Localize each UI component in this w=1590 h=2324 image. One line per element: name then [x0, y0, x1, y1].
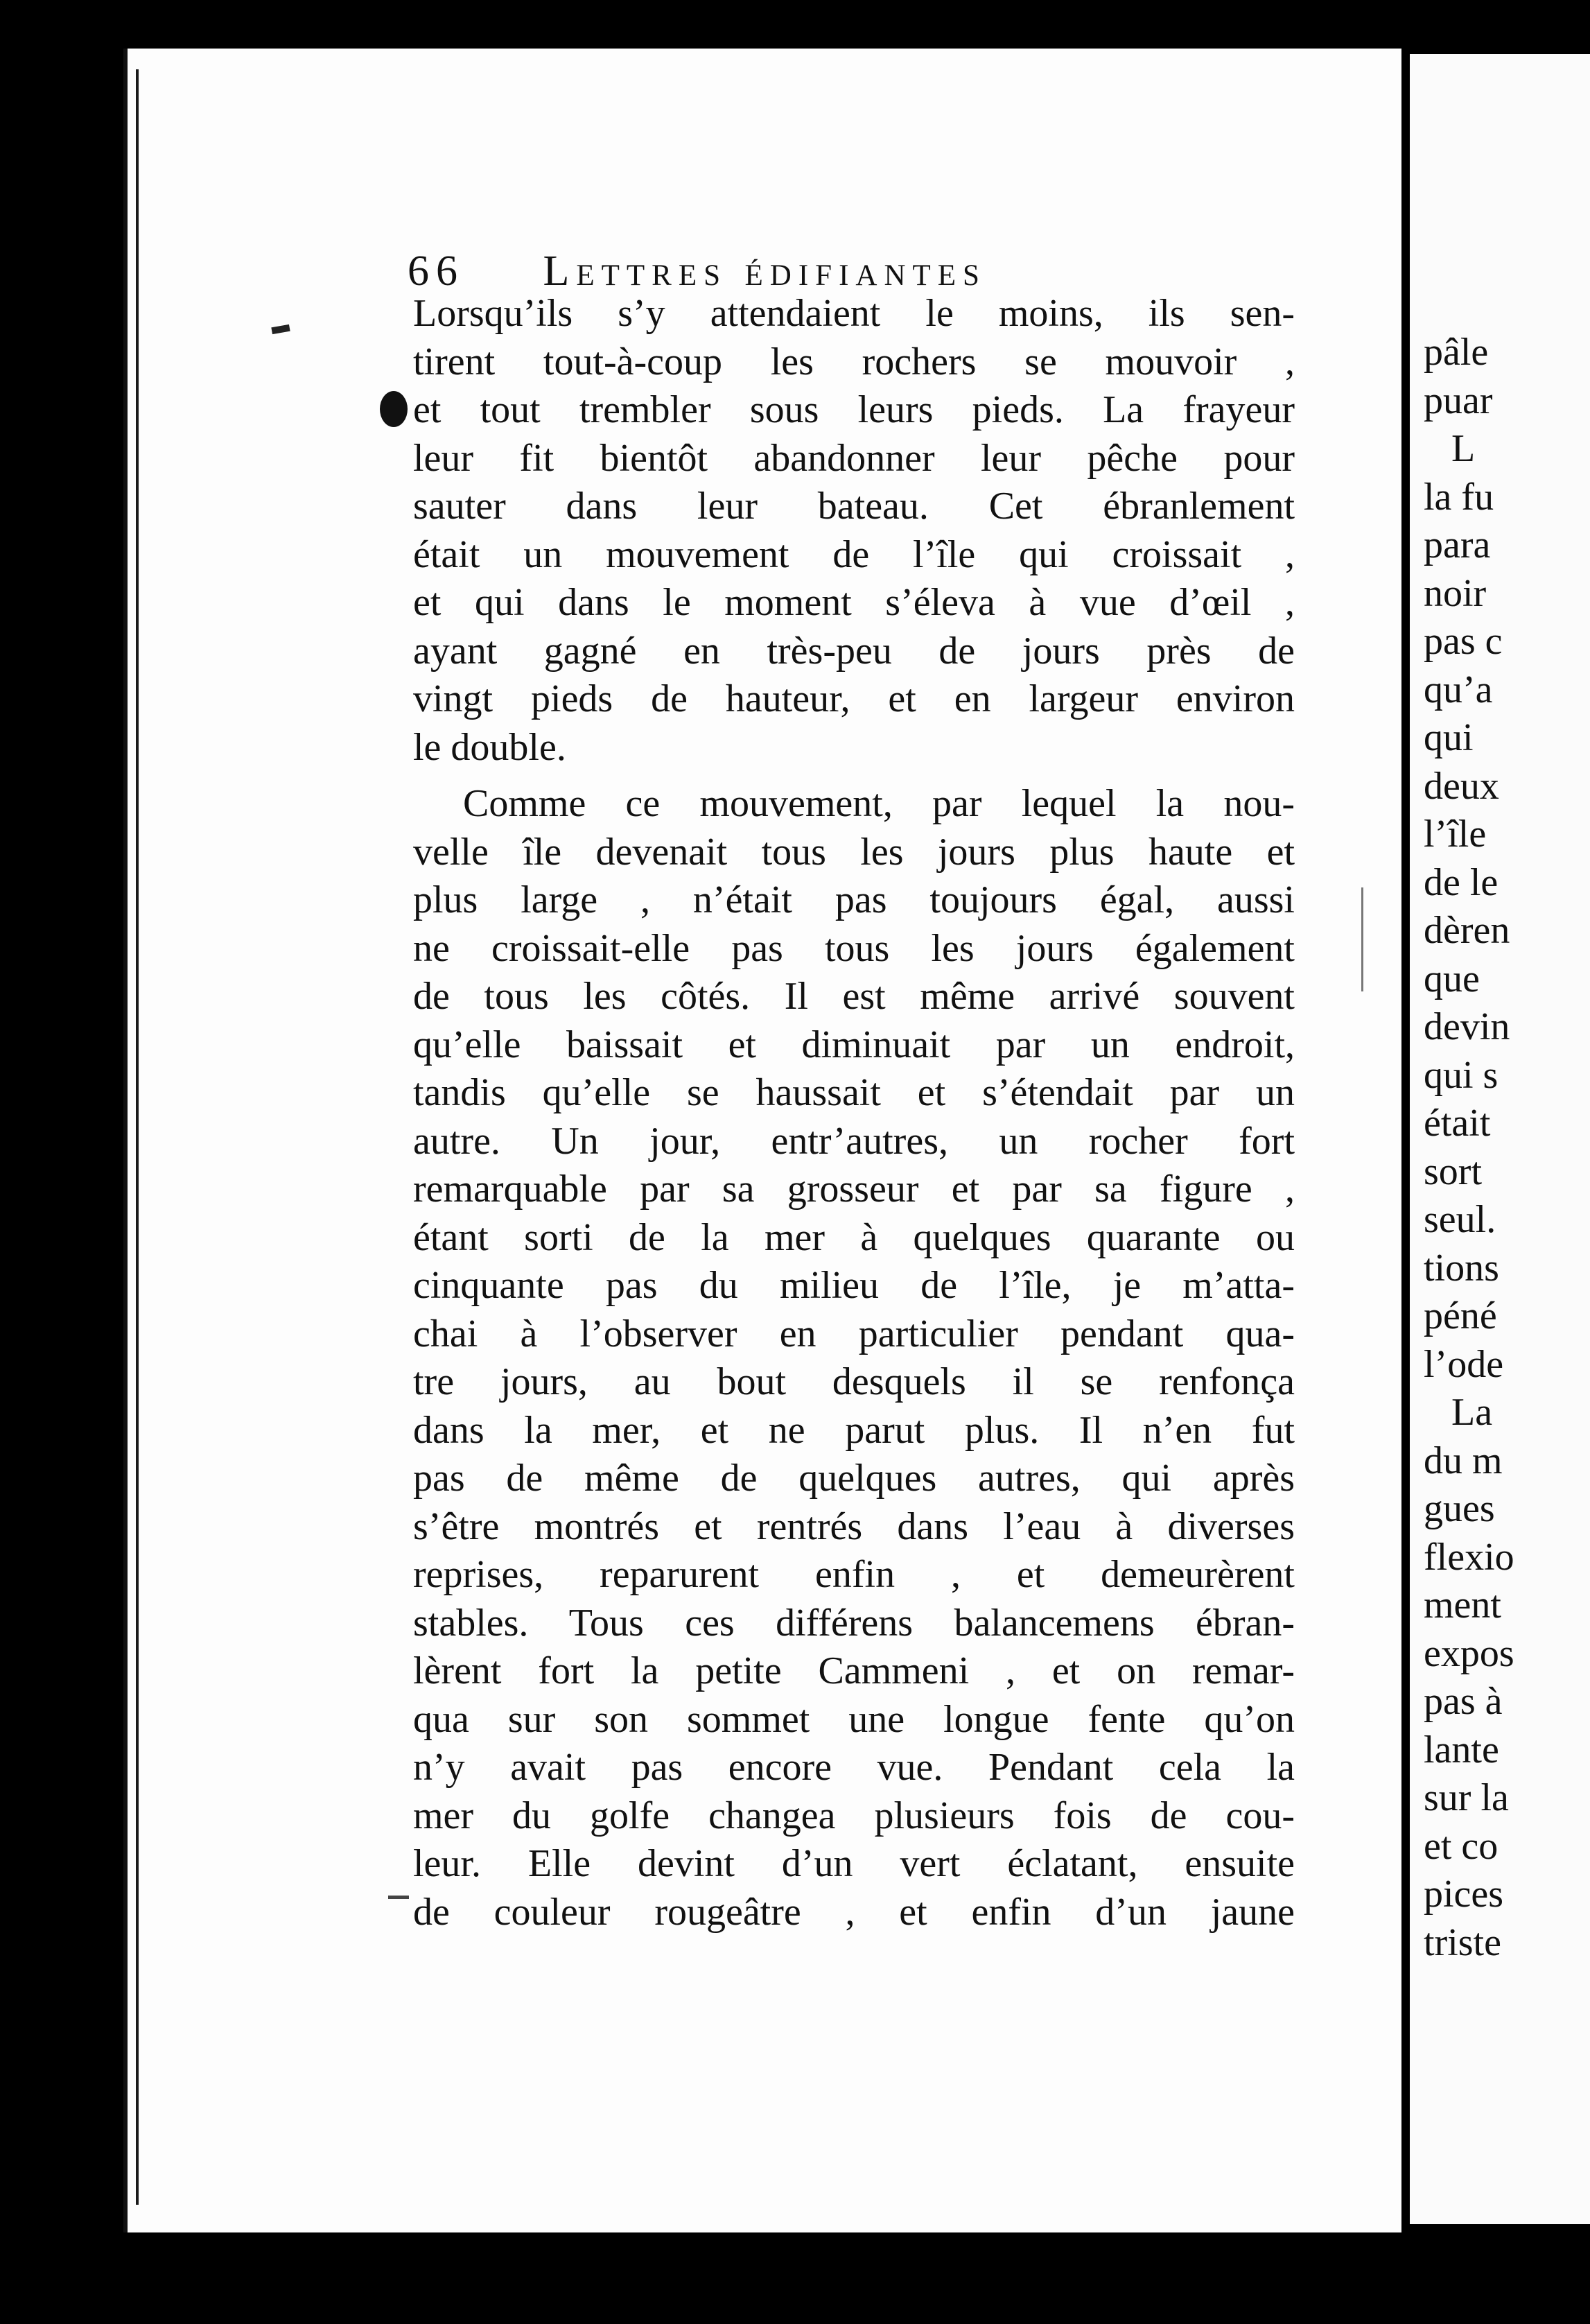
text-line: ayant gagné en très-peu de jours près de: [413, 629, 1295, 673]
facing-line: l’ode: [1424, 1342, 1504, 1386]
facing-line: deux: [1424, 764, 1499, 808]
page-header: [408, 247, 1309, 295]
text-line: ne croissait-elle pas tous les jours également: [413, 926, 1295, 970]
facing-line: para: [1424, 523, 1491, 566]
facing-page-text: [1424, 329, 1514, 1967]
text-line: le double.: [413, 725, 566, 769]
facing-line: pâle: [1424, 331, 1489, 374]
facing-line: pas à: [1424, 1680, 1503, 1723]
page-number: 66: [408, 248, 464, 295]
facing-line: devin: [1424, 1005, 1510, 1048]
facing-line: et co: [1424, 1824, 1499, 1868]
facing-line: était: [1424, 1102, 1491, 1145]
facing-line: l’île: [1424, 813, 1487, 856]
body-text: [413, 290, 1295, 1936]
text-line: leur. Elle devint d’un vert éclatant, ensuite: [413, 1842, 1295, 1885]
facing-line: puar: [1424, 379, 1493, 422]
text-line: remarquable par sa grosseur et par sa figure ,: [413, 1168, 1295, 1211]
facing-line: flexio: [1424, 1535, 1514, 1579]
text-line: autre. Un jour, entr’autres, un rocher fort: [413, 1119, 1295, 1163]
facing-line: noir: [1424, 571, 1487, 615]
facing-line: qui: [1424, 716, 1474, 759]
right-page: [1410, 54, 1590, 2224]
text-line: de tous les côtés. Il est même arrivé souvent: [413, 975, 1295, 1018]
facing-line: pas c: [1424, 620, 1503, 663]
facing-line: tions: [1424, 1246, 1499, 1290]
page-edge-rule: [136, 69, 139, 2205]
facing-line: de le: [1424, 860, 1499, 904]
facing-line: la fu: [1424, 475, 1494, 519]
text-line: leur fit bientôt abandonner leur pêche pour: [413, 436, 1295, 480]
facing-line: expos: [1424, 1631, 1514, 1675]
text-line: mer du golfe changea plusieurs fois de cou-: [413, 1794, 1295, 1837]
paragraph-gap: [413, 772, 1295, 780]
text-line: sauter dans leur bateau. Cet ébranlement: [413, 485, 1295, 528]
facing-line: triste: [1424, 1920, 1501, 1964]
text-line: tre jours, au bout desquels il se renfonça: [413, 1360, 1295, 1403]
running-title: Lettres édifiantes: [543, 248, 986, 295]
text-line: Lorsqu’ils s’y attendaient le moins, ils sen-: [413, 292, 1295, 335]
facing-line: ment: [1424, 1584, 1501, 1627]
facing-line: gues: [1424, 1487, 1495, 1530]
facing-line: seul.: [1424, 1198, 1496, 1241]
text-line: dans la mer, et ne parut plus. Il n’en fut: [413, 1408, 1295, 1452]
text-line: étant sorti de la mer à quelques quarante ou: [413, 1215, 1295, 1259]
facing-line: La: [1451, 1391, 1493, 1434]
text-line: cinquante pas du milieu de l’île, je m’atta-: [413, 1264, 1295, 1307]
ink-blot: [380, 391, 408, 427]
facing-line: qu’a: [1424, 668, 1493, 711]
text-line: s’être montrés et rentrés dans l’eau à diverses: [413, 1504, 1295, 1548]
facing-line: L: [1451, 427, 1476, 470]
text-line: Comme ce mouvement, par lequel la nou-: [463, 782, 1295, 825]
text-line: était un mouvement de l’île qui croissait ,: [413, 532, 1295, 576]
book-gutter: [1401, 42, 1410, 2260]
text-line: stables. Tous ces différens balancemens ébran-: [413, 1601, 1295, 1645]
facing-line: pices: [1424, 1873, 1504, 1916]
text-line: chai à l’observer en particulier pendant qua-: [413, 1312, 1295, 1355]
text-line: tirent tout-à-coup les rochers se mouvoir ,: [413, 340, 1295, 383]
text-line: vingt pieds de hauteur, et en largeur environ: [413, 677, 1295, 720]
facing-line: qui s: [1424, 1053, 1499, 1097]
scan-artifact: [1361, 887, 1363, 991]
text-line: et qui dans le moment s’éleva à vue d’œil ,: [413, 581, 1295, 624]
text-line: pas de même de quelques autres, qui après: [413, 1457, 1295, 1500]
facing-line: péné: [1424, 1294, 1497, 1337]
facing-line: du m: [1424, 1439, 1503, 1482]
facing-line: lante: [1424, 1728, 1499, 1771]
text-line: lèrent fort la petite Cammeni , et on remar-: [413, 1649, 1295, 1692]
text-line: reprises, reparurent enfin , et demeurèrent: [413, 1553, 1295, 1596]
text-line: tandis qu’elle se haussait et s’étendait par un: [413, 1071, 1295, 1114]
text-line: plus large , n’était pas toujours égal, aussi: [413, 878, 1295, 921]
margin-ink-mark: [388, 1896, 409, 1899]
text-line: et tout trembler sous leurs pieds. La frayeur: [413, 388, 1295, 431]
facing-line: dèren: [1424, 909, 1510, 952]
facing-line: que: [1424, 957, 1480, 1000]
text-line: de couleur rougeâtre , et enfin d’un jaune: [413, 1890, 1295, 1934]
text-line: qua sur son sommet une longue fente qu’on: [413, 1697, 1295, 1741]
text-line: n’y avait pas encore vue. Pendant cela la: [413, 1746, 1295, 1789]
text-line: qu’elle baissait et diminuait par un endroit,: [413, 1023, 1295, 1066]
facing-line: sort: [1424, 1150, 1482, 1193]
facing-line: sur la: [1424, 1776, 1509, 1819]
text-line: velle île devenait tous les jours plus haute et: [413, 830, 1295, 874]
